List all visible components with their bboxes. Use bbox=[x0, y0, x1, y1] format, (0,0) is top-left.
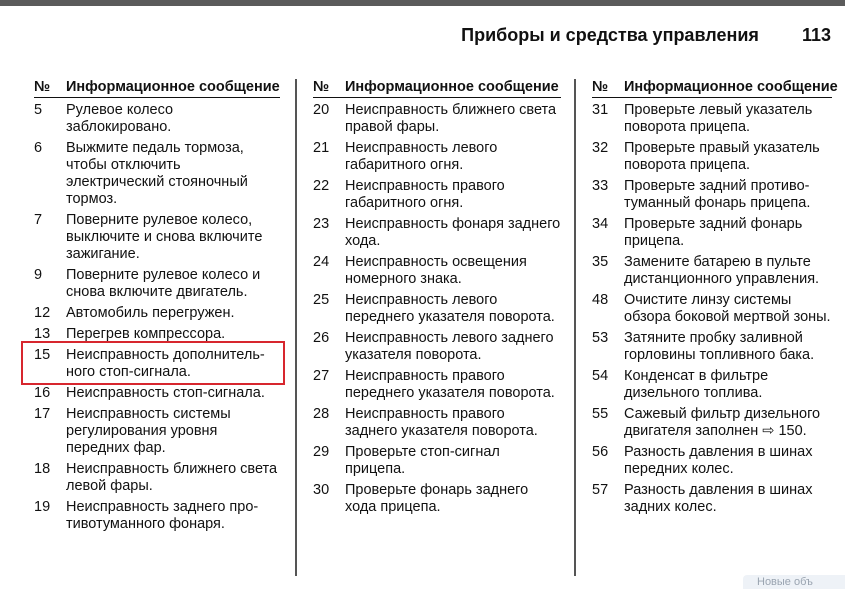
message-text: Неисправность фонаря заднего хода. bbox=[345, 216, 561, 249]
message-text: Проверьте фонарь заднего хода прицепа. bbox=[345, 482, 529, 515]
message-text: Проверьте задний фонарь прицепа. bbox=[624, 216, 803, 249]
message-number: 25 bbox=[313, 292, 330, 308]
message-text: Поверните рулевое колесо и снова включите двигатель. bbox=[66, 267, 261, 300]
message-number: 57 bbox=[592, 482, 609, 498]
table-row bbox=[34, 385, 280, 402]
table-row bbox=[34, 212, 280, 263]
message-text: Проверьте задний противотуманный фонарь прицепа. bbox=[624, 178, 811, 211]
message-text: Неисправность ближнего света левой фары. bbox=[66, 461, 278, 494]
corner-tag[interactable] bbox=[743, 575, 845, 589]
page-title: Приборы и средства управления bbox=[461, 25, 759, 45]
header-num: № bbox=[592, 79, 609, 95]
table-row bbox=[34, 406, 280, 457]
table-row bbox=[313, 292, 561, 326]
table-row bbox=[592, 178, 832, 212]
table-row bbox=[592, 102, 832, 136]
table-row bbox=[592, 330, 832, 364]
table-row bbox=[34, 499, 280, 533]
message-number: 9 bbox=[34, 267, 43, 283]
message-text: Затяните пробку заливной горловины топливного бака. bbox=[624, 330, 815, 363]
header-num: № bbox=[34, 79, 51, 95]
page-number: 113 bbox=[801, 25, 831, 45]
message-text: Проверьте стоп-сигнал прицепа. bbox=[345, 444, 500, 477]
message-table-column-3 bbox=[592, 79, 838, 520]
message-text: Рулевое колесо заблокировано. bbox=[66, 102, 174, 135]
message-number: 21 bbox=[313, 140, 330, 156]
table-row bbox=[592, 292, 832, 326]
message-number: 16 bbox=[34, 385, 51, 401]
table-row bbox=[313, 216, 561, 250]
table-row bbox=[592, 482, 832, 516]
table-header bbox=[313, 79, 561, 98]
message-text: Неисправность левого переднего указателя поворота. bbox=[345, 292, 555, 325]
message-number: 32 bbox=[592, 140, 609, 156]
message-number: 33 bbox=[592, 178, 609, 194]
message-table-column-1 bbox=[34, 79, 280, 537]
message-text: Конденсат в фильтре дизельного топлива. bbox=[624, 368, 769, 401]
message-text: Разность давления в шинах передних колес. bbox=[624, 444, 813, 477]
message-text: Неисправность освещения номерного знака. bbox=[345, 254, 527, 287]
page-header bbox=[461, 25, 831, 46]
message-number: 34 bbox=[592, 216, 609, 232]
table-row bbox=[34, 102, 280, 136]
message-text: Автомобиль перегружен. bbox=[66, 305, 235, 321]
message-text: Поверните рулевое колесо, выключите и снова включите зажигание. bbox=[66, 212, 263, 262]
table-row bbox=[34, 140, 280, 208]
message-number: 31 bbox=[592, 102, 609, 118]
message-text: Перегрев компрессора. bbox=[66, 326, 226, 342]
message-number: 7 bbox=[34, 212, 43, 228]
message-number: 55 bbox=[592, 406, 609, 422]
table-row bbox=[592, 368, 832, 402]
table-row bbox=[313, 368, 561, 402]
table-row bbox=[34, 461, 280, 495]
table-header bbox=[34, 79, 280, 98]
message-number: 15 bbox=[34, 347, 51, 363]
table-row bbox=[313, 330, 561, 364]
message-text: Неисправность ближнего света правой фары. bbox=[345, 102, 557, 135]
column-divider bbox=[574, 79, 576, 576]
message-number: 29 bbox=[313, 444, 330, 460]
message-number: 30 bbox=[313, 482, 330, 498]
header-message: Информационное сообщение bbox=[66, 79, 280, 95]
table-row bbox=[313, 444, 561, 478]
message-text: Очистите линзу системы обзора боковой мертвой зоны. bbox=[624, 292, 831, 325]
message-number: 17 bbox=[34, 406, 51, 422]
table-row bbox=[34, 267, 280, 301]
table-row bbox=[592, 444, 832, 478]
message-text: Неисправность правого габаритного огня. bbox=[345, 178, 505, 211]
table-row bbox=[592, 216, 832, 250]
table-row bbox=[313, 178, 561, 212]
message-number: 20 bbox=[313, 102, 330, 118]
message-number: 48 bbox=[592, 292, 609, 308]
message-number: 35 bbox=[592, 254, 609, 270]
table-row bbox=[592, 254, 832, 288]
message-text: Неисправность правого переднего указателя поворота. bbox=[345, 368, 555, 401]
message-text: Неисправность левого габаритного огня. bbox=[345, 140, 498, 173]
table-row bbox=[313, 102, 561, 136]
message-table-column-2 bbox=[313, 79, 561, 520]
message-text: Разность давления в шинах задних колес. bbox=[624, 482, 813, 515]
message-number: 19 bbox=[34, 499, 51, 515]
message-number: 18 bbox=[34, 461, 51, 477]
message-number: 6 bbox=[34, 140, 43, 156]
message-number: 23 bbox=[313, 216, 330, 232]
message-text: Сажевый фильтр дизельного двигателя заполнен ⇨ 150. bbox=[624, 406, 821, 439]
message-text: Неисправность заднего противотуманного фонаря. bbox=[66, 499, 259, 532]
message-number: 27 bbox=[313, 368, 330, 384]
message-number: 26 bbox=[313, 330, 330, 346]
message-text: Проверьте правый указатель поворота прицепа. bbox=[624, 140, 820, 173]
corner-tag-label: Новые объ bbox=[757, 576, 813, 588]
table-row bbox=[313, 254, 561, 288]
table-row bbox=[313, 140, 561, 174]
message-number: 53 bbox=[592, 330, 609, 346]
message-text: Неисправность стоп-сигнала. bbox=[66, 385, 265, 401]
message-text: Проверьте левый указатель поворота прицепа. bbox=[624, 102, 813, 135]
header-num: № bbox=[313, 79, 330, 95]
table-row bbox=[592, 406, 832, 440]
table-row bbox=[313, 406, 561, 440]
column-divider bbox=[295, 79, 297, 576]
header-message: Информационное сообщение bbox=[345, 79, 559, 95]
message-number: 12 bbox=[34, 305, 51, 321]
message-number: 24 bbox=[313, 254, 330, 270]
message-number: 13 bbox=[34, 326, 51, 342]
message-text: Неисправность правого заднего указателя поворота. bbox=[345, 406, 538, 439]
message-number: 54 bbox=[592, 368, 609, 384]
top-bar bbox=[0, 0, 845, 6]
table-row bbox=[592, 140, 832, 174]
message-number: 22 bbox=[313, 178, 330, 194]
message-number: 56 bbox=[592, 444, 609, 460]
message-text: Неисправность дополнительного стоп-сигнала. bbox=[66, 347, 265, 380]
table-row bbox=[313, 482, 561, 516]
message-text: Выжмите педаль тормоза, чтобы отключить электрический стояночный тормоз. bbox=[66, 140, 248, 207]
message-number: 5 bbox=[34, 102, 43, 118]
highlight-box bbox=[21, 341, 285, 385]
message-text: Неисправность системы регулирования уровня передних фар. bbox=[66, 406, 231, 456]
header-message: Информационное сообщение bbox=[624, 79, 838, 95]
message-text: Неисправность левого заднего указателя поворота. bbox=[345, 330, 554, 363]
table-row bbox=[34, 305, 280, 322]
message-number: 28 bbox=[313, 406, 330, 422]
message-text: Замените батарею в пульте дистанционного управления. bbox=[624, 254, 820, 287]
table-header bbox=[592, 79, 838, 98]
